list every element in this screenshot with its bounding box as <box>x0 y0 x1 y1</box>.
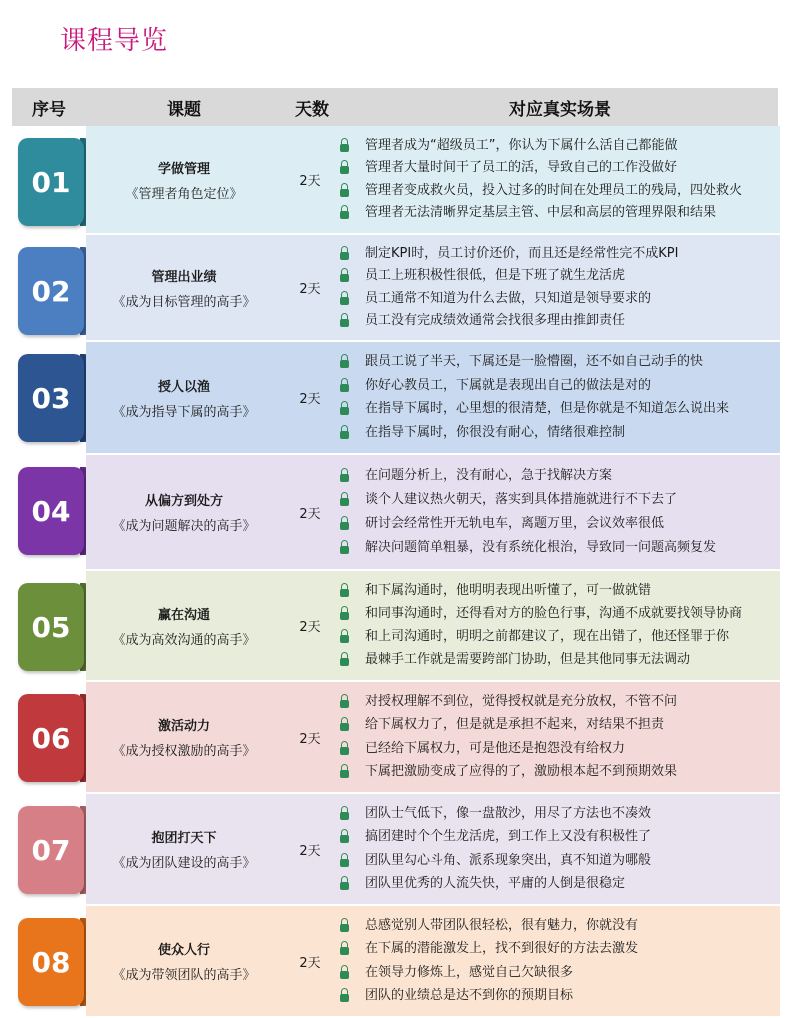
lock-icon <box>340 166 349 174</box>
course-days: 2天 <box>299 506 321 522</box>
lock-icon <box>340 994 349 1002</box>
scene-list <box>338 235 780 340</box>
course-number-badge: 08 <box>18 918 84 1006</box>
scene-item <box>340 515 780 533</box>
scene-item <box>340 312 780 330</box>
lock-icon <box>340 498 349 506</box>
course-title: 激活动力 <box>157 719 210 734</box>
lock-icon <box>340 360 349 368</box>
lock-icon <box>340 835 349 843</box>
course-days: 2天 <box>299 282 321 297</box>
scene-item <box>340 651 780 669</box>
lock-icon <box>340 431 349 439</box>
scene-text: 在领导力修炼上，感觉自己欠缺很多 <box>365 964 574 980</box>
course-number-badge: 06 <box>18 694 84 782</box>
scene-item <box>340 763 780 781</box>
lock-icon <box>340 274 349 282</box>
scene-text: 管理者大量时间干了员工的活，导致自己的工作没做好 <box>365 160 678 176</box>
course-days: 2天 <box>299 392 321 407</box>
course-number-badge: 05 <box>18 583 84 671</box>
lock-icon <box>340 882 349 890</box>
course-title: 使众人行 <box>157 943 210 958</box>
table-row <box>14 126 780 233</box>
course-days: 2天 <box>299 731 321 747</box>
table-row <box>14 906 780 1016</box>
scene-text: 和下属沟通时，他明明表现出听懂了，可一做就错 <box>365 583 652 598</box>
scene-list <box>338 126 780 233</box>
scene-text: 在问题分析上，没有耐心，急于找解决方案 <box>365 468 613 483</box>
table-row <box>14 571 780 680</box>
lock-icon <box>340 252 349 260</box>
course-topic <box>86 682 282 792</box>
scene-text: 对授权理解不到位，觉得授权就是充分放权，不管不问 <box>365 694 678 710</box>
lock-icon <box>340 474 349 482</box>
course-title: 授人以渔 <box>157 379 210 395</box>
scene-text: 员工上班积极性很低，但是下班了就生龙活虎 <box>365 268 626 284</box>
scene-text: 解决问题简单粗暴，没有系统化根治，导致同一问题高频复发 <box>365 540 717 555</box>
course-title: 从偏方到处方 <box>144 494 223 509</box>
header-topic: 课题 <box>167 99 201 120</box>
scene-item <box>340 852 780 870</box>
scene-text: 和上司沟通时，明明之前都建议了，现在出错了，他还怪罪于你 <box>365 629 730 644</box>
scene-item <box>340 628 780 646</box>
course-subtitle: 《成为带领团队的高手》 <box>112 968 256 983</box>
scene-item <box>340 204 780 222</box>
scene-item <box>340 267 780 285</box>
scene-item <box>340 605 780 623</box>
scene-item <box>340 917 780 935</box>
scene-item <box>340 940 780 958</box>
lock-icon <box>340 700 349 708</box>
table-row <box>14 235 780 340</box>
course-subtitle: 《成为指导下属的高手》 <box>112 404 256 420</box>
lock-icon <box>340 319 349 327</box>
course-days: 2天 <box>299 620 321 635</box>
course-topic <box>86 906 282 1016</box>
scene-text: 下属把激励变成了应得的了，激励根本起不到预期效果 <box>365 763 678 779</box>
scene-text: 团队里勾心斗角、派系现象突出，真不知道为哪般 <box>365 852 652 868</box>
scene-text: 在下属的潜能激发上，找不到很好的方法去激发 <box>365 941 639 957</box>
course-panel <box>86 906 780 1016</box>
course-subtitle: 《成为问题解决的高手》 <box>112 519 256 534</box>
course-panel <box>86 235 780 340</box>
course-number-badge: 07 <box>18 806 84 894</box>
scene-list <box>338 342 780 453</box>
scene-text: 管理者变成救火员，投入过多的时间在处理员工的残局，四处救火 <box>365 182 743 198</box>
scene-text: 总感觉别人带团队很轻松，很有魅力，你就没有 <box>365 918 639 934</box>
scene-text: 和同事沟通时，还得看对方的脸色行事，沟通不成就要找领导协商 <box>365 606 743 621</box>
scene-list <box>338 455 780 569</box>
table-row <box>14 794 780 904</box>
lock-icon <box>340 812 349 820</box>
course-days: 2天 <box>299 174 321 189</box>
scene-item <box>340 424 780 442</box>
table-row <box>14 455 780 569</box>
course-number-badge: 02 <box>18 247 84 335</box>
header-scene: 对应真实场景 <box>509 99 611 120</box>
page-title: 课程导览 <box>60 26 169 56</box>
lock-icon <box>340 384 349 392</box>
header-no: 序号 <box>32 99 66 120</box>
course-panel <box>86 682 780 792</box>
lock-icon <box>340 635 349 643</box>
lock-icon <box>340 546 349 554</box>
scene-text: 最棘手工作就是需要跨部门协助，但是其他同事无法调动 <box>365 652 691 667</box>
scene-item <box>340 987 780 1005</box>
course-panel <box>86 794 780 904</box>
course-topic <box>86 342 282 453</box>
scene-item <box>340 245 780 263</box>
scene-text: 在指导下属时，心里想的很清楚，但是你就是不知道怎么说出来 <box>365 401 730 417</box>
course-panel <box>86 455 780 569</box>
scene-list <box>338 906 780 1016</box>
scene-item <box>340 137 780 155</box>
scene-item <box>340 290 780 308</box>
scene-item <box>340 828 780 846</box>
scene-item <box>340 964 780 982</box>
course-days: 2天 <box>299 955 321 971</box>
lock-icon <box>340 612 349 620</box>
scene-text: 在指导下属时，你很没有耐心，情绪很难控制 <box>365 424 626 440</box>
scene-item <box>340 805 780 823</box>
scene-text: 你好心教员工，下属就是表现出自己的做法是对的 <box>365 377 652 393</box>
scene-text: 给下属权力了，但是就是承担不起来，对结果不担责 <box>365 717 665 733</box>
scene-text: 跟员工说了半天，下属还是一脸懵圈，还不如自己动手的快 <box>365 354 704 370</box>
scene-list <box>338 682 780 792</box>
lock-icon <box>340 770 349 778</box>
scene-text: 员工通常不知道为什么去做，只知道是领导要求的 <box>365 290 652 306</box>
scene-item <box>340 491 780 509</box>
scene-item <box>340 353 780 371</box>
course-number-badge: 01 <box>18 138 84 226</box>
lock-icon <box>340 947 349 955</box>
course-table <box>14 126 780 1018</box>
course-panel <box>86 342 780 453</box>
course-subtitle: 《成为目标管理的高手》 <box>112 294 256 310</box>
scene-text: 团队士气低下，像一盘散沙，用尽了方法也不凑效 <box>365 806 652 822</box>
course-subtitle: 《成为团队建设的高手》 <box>112 856 256 871</box>
scene-text: 管理者成为“超级员工”，你认为下属什么活自己都能做 <box>365 137 678 153</box>
course-subtitle: 《管理者角色定位》 <box>125 186 243 202</box>
scene-text: 谈个人建议热火朝天，落实到具体措施就进行不下去了 <box>365 492 678 507</box>
course-title: 管理出业绩 <box>151 269 217 285</box>
lock-icon <box>340 297 349 305</box>
course-topic <box>86 794 282 904</box>
scene-item <box>340 400 780 418</box>
lock-icon <box>340 211 349 219</box>
scene-text: 员工没有完成绩效通常会找很多理由推卸责任 <box>365 312 626 328</box>
lock-icon <box>340 144 349 152</box>
course-subtitle: 《成为授权激励的高手》 <box>112 744 256 759</box>
table-row <box>14 682 780 792</box>
scene-text: 团队里优秀的人流失快，平庸的人倒是很稳定 <box>365 875 626 891</box>
scene-item <box>340 467 780 485</box>
scene-item <box>340 716 780 734</box>
scene-item <box>340 875 780 893</box>
course-days: 2天 <box>299 843 321 859</box>
scene-text: 已经给下属权力，可是他还是抱怨没有给权力 <box>365 740 626 756</box>
lock-icon <box>340 924 349 932</box>
scene-text: 制定KPI时，员工讨价还价，而且还是经常性完不成KPI <box>365 246 679 262</box>
table-row <box>14 342 780 453</box>
scene-list <box>338 794 780 904</box>
course-topic <box>86 571 282 680</box>
course-subtitle: 《成为高效沟通的高手》 <box>112 632 256 648</box>
scene-item <box>340 159 780 177</box>
scene-text: 团队的业绩总是达不到你的预期目标 <box>365 987 574 1003</box>
scene-list <box>338 571 780 680</box>
course-number-badge: 04 <box>18 467 84 555</box>
scene-item <box>340 539 780 557</box>
lock-icon <box>340 747 349 755</box>
lock-icon <box>340 658 349 666</box>
lock-icon <box>340 971 349 979</box>
course-topic <box>86 126 282 233</box>
scene-text: 研讨会经常性开无轨电车，离题万里，会议效率很低 <box>365 516 665 531</box>
scene-text: 搞团建时个个生龙活虎，到工作上又没有积极性了 <box>365 829 652 845</box>
scene-item <box>340 377 780 395</box>
course-title: 赢在沟通 <box>157 607 210 623</box>
course-topic <box>86 235 282 340</box>
scene-item <box>340 740 780 758</box>
lock-icon <box>340 522 349 530</box>
scene-item <box>340 182 780 200</box>
lock-icon <box>340 589 349 597</box>
lock-icon <box>340 723 349 731</box>
scene-item <box>340 693 780 711</box>
scene-item <box>340 582 780 600</box>
course-panel <box>86 126 780 233</box>
course-number-badge: 03 <box>18 354 84 442</box>
header-days: 天数 <box>295 99 329 120</box>
scene-text: 管理者无法清晰界定基层主管、中层和高层的管理界限和结果 <box>365 205 717 221</box>
table-header <box>12 88 778 126</box>
course-title: 学做管理 <box>157 161 210 177</box>
lock-icon <box>340 407 349 415</box>
course-topic <box>86 455 282 569</box>
lock-icon <box>340 859 349 867</box>
course-panel <box>86 571 780 680</box>
lock-icon <box>340 189 349 197</box>
course-title: 抱团打天下 <box>151 831 217 846</box>
